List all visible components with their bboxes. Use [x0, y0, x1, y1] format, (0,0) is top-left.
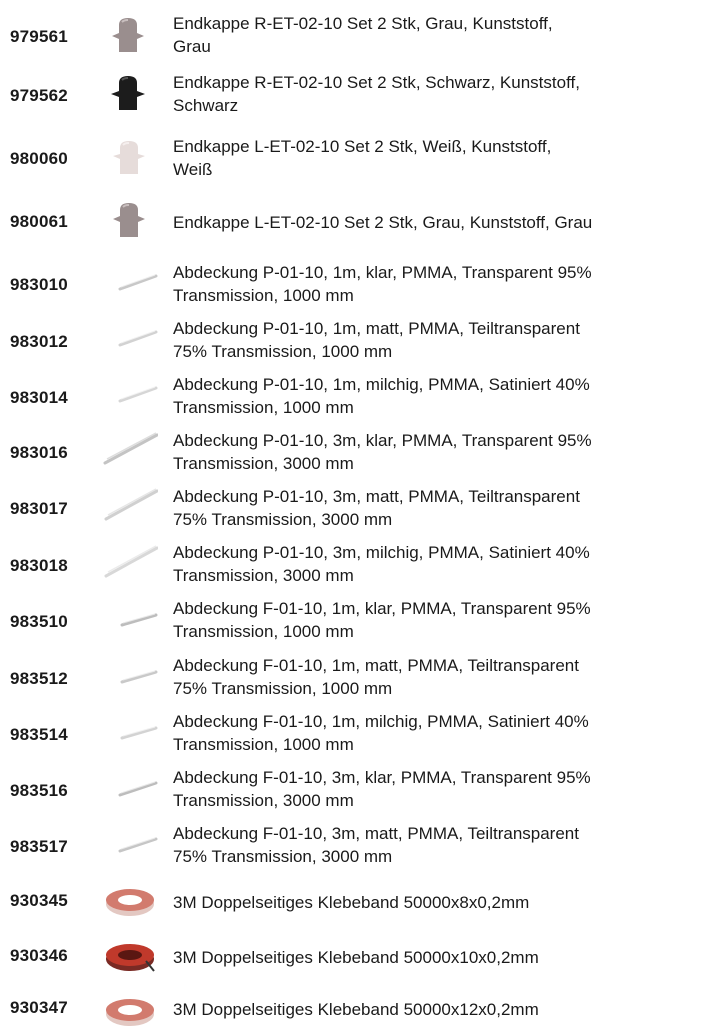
article-number: 980061	[10, 212, 68, 231]
article-number: 979561	[10, 27, 68, 46]
product-description: Endkappe L-ET-02-10 Set 2 Stk, Weiß, Kunststoff, Weiß	[173, 137, 552, 179]
cover-profile-1m-icon	[102, 711, 158, 751]
list-item	[0, 880, 714, 926]
article-number: 983512	[10, 669, 68, 688]
cover-profile-1m-icon	[102, 598, 158, 638]
product-description: Abdeckung F-01-10, 3m, klar, PMMA, Transparent 95% Transmission, 3000 mm	[173, 768, 591, 810]
list-item	[0, 371, 714, 421]
product-description: Abdeckung P-01-10, 1m, matt, PMMA, Teiltransparent 75% Transmission, 1000 mm	[173, 319, 580, 361]
list-item	[0, 540, 714, 590]
list-item	[0, 709, 714, 759]
cover-profile-1m-icon	[102, 261, 158, 301]
cover-profile-1m-icon	[102, 823, 158, 863]
product-description: Abdeckung P-01-10, 1m, milchig, PMMA, Satiniert 40% Transmission, 1000 mm	[173, 375, 590, 417]
end-cap-grey-icon	[102, 16, 158, 56]
product-description: Abdeckung F-01-10, 3m, matt, PMMA, Teiltransparent 75% Transmission, 3000 mm	[173, 824, 579, 866]
end-cap-black-icon	[102, 74, 158, 114]
product-description: Abdeckung F-01-10, 1m, milchig, PMMA, Satiniert 40% Transmission, 1000 mm	[173, 712, 589, 754]
article-number: 983514	[10, 725, 68, 744]
list-item	[0, 935, 714, 981]
product-description: 3M Doppelseitiges Klebeband 50000x12x0,2mm	[173, 1000, 539, 1019]
product-description: 3M Doppelseitiges Klebeband 50000x10x0,2mm	[173, 948, 539, 967]
list-item	[0, 988, 714, 1019]
article-number: 983516	[10, 781, 68, 800]
end-cap-grey-icon	[102, 201, 158, 241]
tape-roll-light-icon	[102, 882, 158, 922]
article-number: 983510	[10, 612, 68, 631]
article-number: 930346	[10, 946, 68, 965]
article-number: 983014	[10, 388, 68, 407]
product-description: Endkappe R-ET-02-10 Set 2 Stk, Schwarz, Kunststoff, Schwarz	[173, 73, 580, 115]
cover-profile-3m-icon	[102, 485, 158, 525]
product-description: Endkappe L-ET-02-10 Set 2 Stk, Grau, Kunststoff, Grau	[173, 213, 593, 232]
cover-profile-1m-icon	[102, 655, 158, 695]
article-number: 930347	[10, 998, 68, 1017]
product-description: 3M Doppelseitiges Klebeband 50000x8x0,2mm	[173, 893, 530, 912]
article-number: 980060	[10, 149, 68, 168]
list-item	[0, 8, 714, 58]
cover-profile-3m-icon	[102, 542, 158, 582]
list-item	[0, 128, 714, 178]
product-description: Abdeckung P-01-10, 1m, klar, PMMA, Transparent 95% Transmission, 1000 mm	[173, 263, 592, 305]
article-number: 930345	[10, 891, 68, 910]
list-item	[0, 197, 714, 243]
article-number: 983017	[10, 499, 68, 518]
list-item	[0, 259, 714, 309]
product-description: Abdeckung F-01-10, 1m, klar, PMMA, Transparent 95% Transmission, 1000 mm	[173, 599, 591, 641]
list-item	[0, 821, 714, 871]
list-item	[0, 427, 714, 477]
article-number: 983010	[10, 275, 68, 294]
product-description: Abdeckung P-01-10, 3m, matt, PMMA, Teiltransparent 75% Transmission, 3000 mm	[173, 487, 580, 529]
product-description: Abdeckung P-01-10, 3m, milchig, PMMA, Satiniert 40% Transmission, 3000 mm	[173, 543, 590, 585]
product-description: Abdeckung P-01-10, 3m, klar, PMMA, Transparent 95% Transmission, 3000 mm	[173, 431, 592, 473]
article-number: 979562	[10, 86, 68, 105]
article-number: 983012	[10, 332, 68, 351]
article-number: 983517	[10, 837, 68, 856]
list-item	[0, 483, 714, 533]
cover-profile-1m-icon	[102, 317, 158, 357]
article-number: 983018	[10, 556, 68, 575]
tape-roll-light-icon	[102, 992, 158, 1032]
list-item	[0, 66, 714, 116]
product-description: Endkappe R-ET-02-10 Set 2 Stk, Grau, Kunststoff, Grau	[173, 14, 553, 56]
list-item	[0, 315, 714, 365]
list-item	[0, 596, 714, 646]
list-item	[0, 765, 714, 815]
end-cap-white-icon	[102, 138, 158, 178]
product-description: Abdeckung F-01-10, 1m, matt, PMMA, Teiltransparent 75% Transmission, 1000 mm	[173, 656, 579, 698]
tape-roll-dark-icon	[102, 937, 158, 977]
cover-profile-1m-icon	[102, 767, 158, 807]
cover-profile-1m-icon	[102, 373, 158, 413]
article-number: 983016	[10, 443, 68, 462]
cover-profile-3m-icon	[102, 429, 158, 469]
list-item	[0, 653, 714, 703]
